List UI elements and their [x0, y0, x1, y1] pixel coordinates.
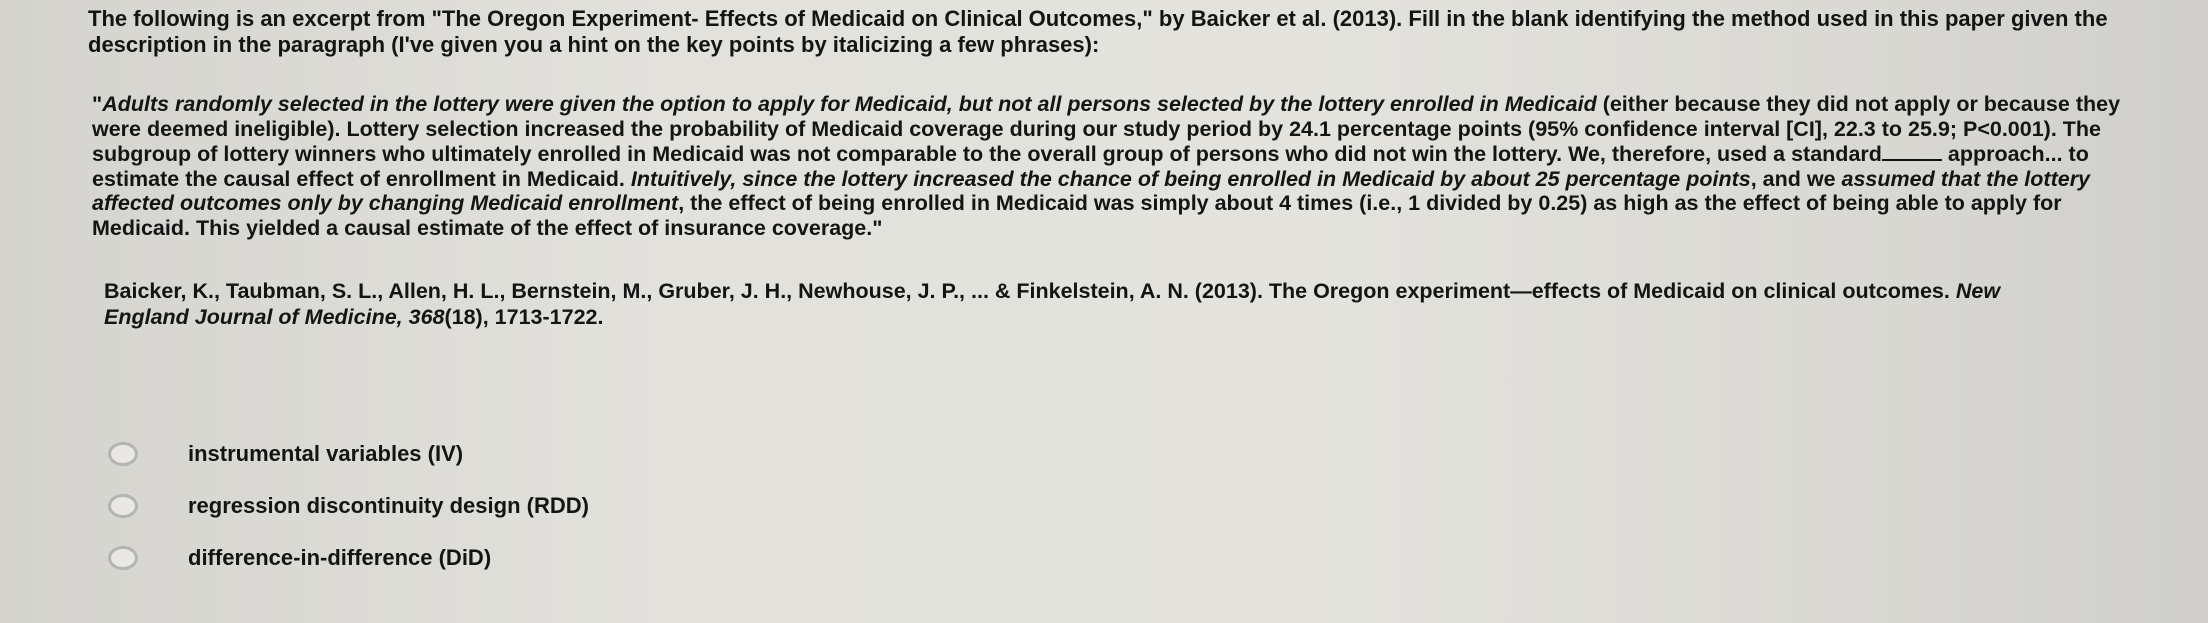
- option-label-rdd: regression discontinuity design (RDD): [188, 493, 589, 518]
- question-panel: [84, 6, 2124, 330]
- excerpt-text-4: , the effect of being enrolled in Medicaid was simply about 4 times (i.e., 1 divided by 0.25) as high as the effect of being able to apply for Medicaid. This yielded a causal estimate of the effect of insurance coverage.": [92, 191, 2062, 240]
- option-label-did: difference-in-difference (DiD): [188, 545, 492, 570]
- radio-button-did[interactable]: [108, 546, 138, 570]
- citation-text-2: (18), 1713-1722.: [444, 305, 604, 329]
- excerpt-text-1: (either because they did not apply or because they were deemed ineligible). Lottery selection increased the probability of Medicaid coverage during our study period by 24.1 percentage points (95% confidence interval [CI], 22.3 to 25.9; P<0.001). The subgroup of lottery winners who ultimately enrolled in Medicaid was not comparable to the overall group of persons who did not win the lottery. We, therefore, used a standard: [92, 92, 2121, 166]
- option-did[interactable]: [108, 544, 589, 572]
- citation: [104, 278, 2084, 330]
- radio-button-iv[interactable]: [108, 442, 138, 466]
- excerpt-italic-2: Intuitively, since the lottery increased the chance of being enrolled in Medicaid by about 25 percentage points: [630, 166, 1751, 191]
- radio-button-rdd[interactable]: [108, 494, 138, 518]
- option-label-iv: instrumental variables (IV): [188, 441, 464, 466]
- excerpt-paragraph: [92, 92, 2122, 240]
- option-rdd[interactable]: [108, 492, 589, 520]
- citation-text-1: Baicker, K., Taubman, S. L., Allen, H. L., Bernstein, M., Gruber, J. H., Newhouse, J. P., ... & Finkelstein, A. N. (2013). The Oregon experiment—effects of Medicaid on clinical outcomes.: [104, 279, 1956, 303]
- excerpt-open-quote: ": [92, 92, 103, 116]
- excerpt-text-2: approach... to estimate the causal effect of enrollment in Medicaid.: [92, 142, 2089, 191]
- excerpt-text-3: , and we: [1750, 166, 1842, 191]
- excerpt-italic-3: assumed that the lottery affected outcomes only by changing Medicaid enrollment: [92, 166, 2091, 215]
- fill-in-blank: [1882, 141, 1942, 161]
- question-prompt: The following is an excerpt from "The Oregon Experiment- Effects of Medicaid on Clinical Outcomes," by Baicker et al. (2013). Fill in the blank identifying the method used in this paper given the description in the paragraph (I've given you a hint on the key points by italicizing a few phrases):: [88, 6, 2108, 57]
- option-iv[interactable]: [108, 440, 589, 468]
- excerpt-italic-1: Adults randomly selected in the lottery were given the option to apply for Medicaid, but not all persons selected by the lottery enrolled in Medicaid: [102, 92, 1597, 116]
- answer-options: [108, 440, 589, 596]
- citation-journal: New England Journal of Medicine, 368: [104, 279, 2001, 329]
